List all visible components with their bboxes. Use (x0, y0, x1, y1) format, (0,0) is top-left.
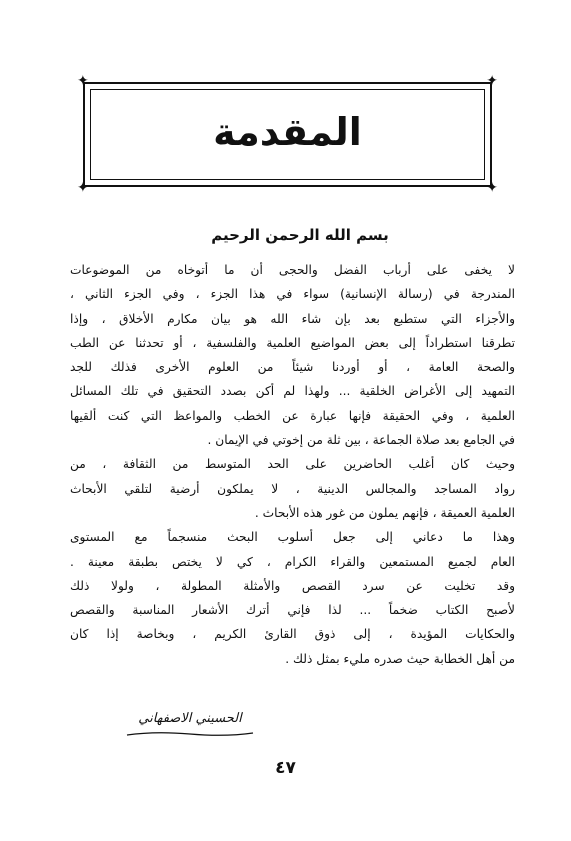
text-line: التمهيد إلى الأغراض الخلقية ... ولهذا لم أكن بصدد التحقيق في تلك المسائل (70, 384, 515, 399)
text-line: العلمية العميقة ، فإنهم يملون من غور هذه الأبحاث . (254, 505, 515, 520)
text-line: تطرقنا استطراداً إلى بعض المواضيع العلمية والفلسفية ، أو تحدثنا عن الطب (70, 335, 515, 350)
text-line: لأصبح الكتاب ضخماً ... لذا فإني أترك الأشعار المناسبة والقصص (70, 603, 515, 618)
text-line: رواد المساجد والمجالس الدينية ، لا يملكون أرضية لتلقي الأبحاث (70, 481, 515, 496)
text-line: وهذا ما دعاني إلى جعل أسلوب البحث منسجماً مع المستوى (70, 530, 515, 545)
text-line: العام لجميع المستمعين والقراء الكرام ، كي لا يختص بطبقة معينة . (70, 554, 515, 569)
text-line: والصحة العامة ، أو أوردنا شيئاً من العلوم الأخرى فذلك للجد (70, 360, 515, 375)
introduction-text (70, 258, 515, 671)
text-line: وقد تخليت عن سرد القصص والأمثلة المطولة ، ولولا ذلك (70, 578, 515, 593)
page-title: المقدمة (213, 110, 362, 154)
text-line: المندرجة في (رسالة الإنسانية) سواء في هذا الجزء ، وفي الجزء الثاني ، (70, 287, 515, 302)
text-line: والحكايات المؤيدة ، إلى ذوق القارئ الكريم ، وبخاصة إذا كان (70, 627, 515, 642)
corner-ornament-icon: ✦ (486, 180, 498, 196)
text-line: من أهل الخطابة حيث صدره مليء بمثل ذلك . (285, 651, 515, 666)
author-signature: الحسيني الاصفهاني (138, 711, 242, 726)
corner-ornament-icon: ✦ (77, 180, 89, 196)
signature-flourish (125, 730, 255, 738)
text-line: العلمية ، وفي الحقيقة فإنها عبارة عن الخطب والمواعظ التي كنت ألقيها (70, 408, 515, 423)
text-line: لا يخفى على أرباب الفضل والحجى أن ما أتوخاه من الموضوعات (70, 263, 515, 277)
corner-ornament-icon: ✦ (77, 73, 89, 89)
text-line: في الجامع بعد صلاة الجماعة ، بين ثلة من إخوتي في الإيمان . (207, 433, 515, 448)
page-number: ٤٧ (275, 758, 296, 778)
corner-ornament-icon: ✦ (486, 73, 498, 89)
basmala: بسم الله الرحمن الرحيم (211, 226, 389, 244)
text-line: والأجزاء التي ستطبع بعد بإن شاء الله هو بيان مكارم الأخلاق ، وإذا (70, 311, 515, 326)
text-line: وحيث كان أغلب الحاضرين على الحد المتوسط من الثقافة ، من (70, 457, 515, 472)
title-frame (77, 73, 498, 196)
